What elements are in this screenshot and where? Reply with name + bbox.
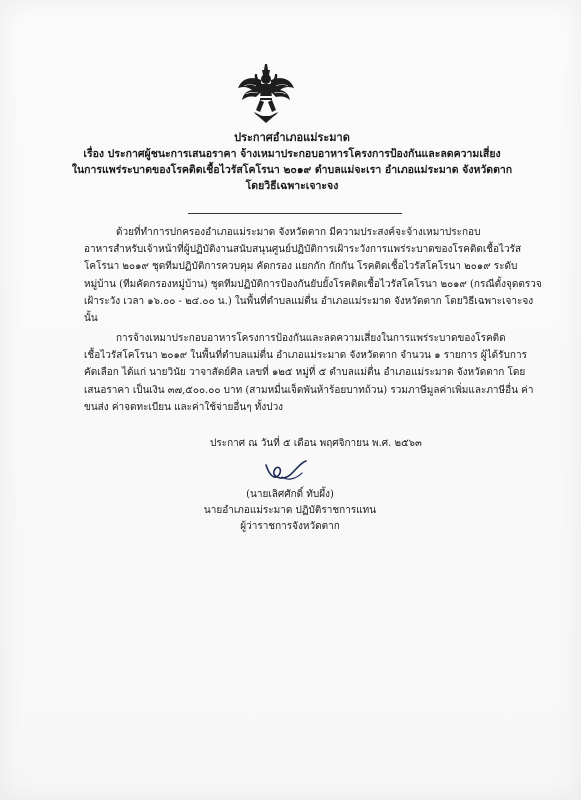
issuer-title: ประกาศอำเภอแม่ระมาด (234, 131, 350, 144)
paragraph-1-line: นั้น (84, 313, 98, 325)
handwritten-signature (260, 455, 320, 485)
paragraph-2 (84, 330, 534, 416)
paragraph-1-line: เฝ้าระวัง เวลา ๑๖.๐๐ - ๒๔.๐๐ น.) ในพื้นที่ตำบลแม่ตื่น อำเภอแม่ระมาด จังหวัดตาก โดยวิธีเฉพาะเจาะจง (84, 295, 534, 307)
paragraph-1-line: อาหารสำหรับเจ้าหน้าที่ผู้ปฏิบัติงานสนับสนุนศูนย์ปฏิบัติการเฝ้าระวังการแพร่ระบาดของโรคติดเชื้อไวรัส (84, 244, 522, 256)
paragraph-2-line: ขนส่ง ค่าจดทะเบียน และค่าใช้จ่ายอื่นๆ ทั้งปวง (84, 401, 284, 413)
paragraph-2-line: เสนอราคา เป็นเงิน ๓๗,๕๐๐.๐๐ บาท (สามหมื่นเจ็ดพันห้าร้อยบาทถ้วน) รวมภาษีมูลค่าเพิ่มและภาษีอื่น ค่า (84, 384, 534, 396)
signer-name: (นายเลิศศักดิ์ ทับผึ้ง) (246, 489, 334, 500)
announcement-date: ประกาศ ณ วันที่ ๕ เดือน พฤศจิกายน พ.ศ. ๒๕๖๓ (210, 438, 422, 449)
subject-line-1: เรื่อง ประกาศผู้ชนะการเสนอราคา จ้างเหมาประกอบอาหารโครงการป้องกันและลดความเสี่ยง (83, 148, 501, 160)
title-block (40, 130, 544, 194)
subject-line-2: ในการแพร่ระบาดของโรคติดเชื้อไวรัสโคโรนา ๒๐๑๙ ตำบลแม่จะเรา อำเภอแม่ระมาด จังหวัดตาก (71, 164, 513, 176)
paragraph-2-line: การจ้างเหมาประกอบอาหารโครงการป้องกันและลดความเสี่ยงในการแพร่ระบาดของโรคติด (116, 333, 506, 344)
paragraph-1-line: ด้วยที่ทำการปกครองอำเภอแม่ระมาด จังหวัดตาก มีความประสงค์จะจ้างเหมาประกอบ (116, 227, 481, 238)
garuda-emblem-icon (236, 62, 296, 124)
paragraph-1 (84, 224, 542, 327)
title-divider (188, 213, 402, 214)
signature-block (180, 487, 400, 535)
signer-position-1: นายอำเภอแม่ระมาด ปฏิบัติราชการแทน (203, 505, 377, 516)
subject-line-3: โดยวิธีเฉพาะเจาะจง (245, 180, 339, 192)
paragraph-1-line: โคโรนา ๒๐๑๙ ชุดทีมปฏิบัติการควบคุม คัดกรอง แยกกัก กักกัน โรคติดเชื้อไวรัสโคโรนา ๒๐๑๙ ระดับ (84, 261, 518, 273)
signer-position-2: ผู้ว่าราชการจังหวัดตาก (240, 521, 340, 532)
paragraph-1-line: หมู่บ้าน (ทีมคัดกรองหมู่บ้าน) ชุดทีมปฏิบัติการป้องกันยับยั้งโรคติดเชื้อไวรัสโคโรนา ๒๐๑๙ (กรณีตั้งจุดตรวจ (84, 278, 542, 290)
paragraph-2-line: คัดเลือก ได้แก่ นายวินัย วาจาสัตย์ศิล เลขที่ ๑๒๕ หมู่ที่ ๕ ตำบลแม่ตื่น อำเภอแม่ระมาด จังหวัดตาก โดย (84, 367, 526, 379)
paragraph-2-line: เชื้อไวรัสโคโรนา ๒๐๑๙ ในพื้นที่ตำบลแม่ตื่น อำเภอแม่ระมาด จังหวัดตาก จำนวน ๑ รายการ ผู้ได้รับการ (84, 350, 527, 362)
